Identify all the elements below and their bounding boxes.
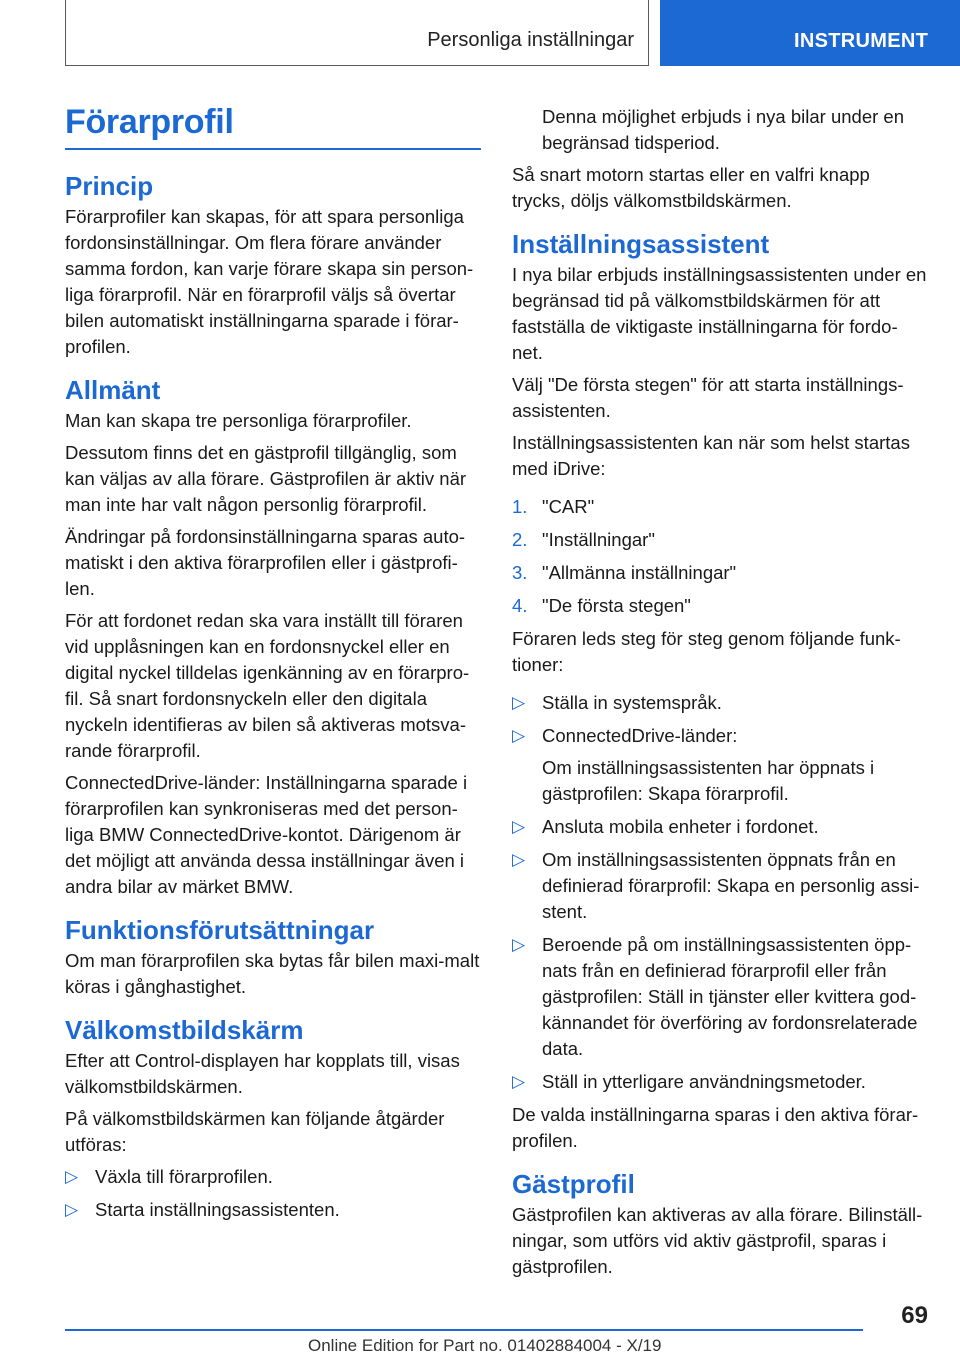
- triangle-bullet-icon: ▷: [512, 693, 526, 712]
- welcome-hide-text: Så snart motorn startas eller en valfri knapp trycks, döljs välkomstbildskärmen.: [512, 164, 870, 211]
- triangle-bullet-icon: ▷: [512, 1072, 526, 1091]
- assistant-paragraph: Inställningsassistenten kan när som helst startas med iDrive:: [512, 432, 910, 479]
- general-paragraph: ConnectedDrive-länder: Inställningarna sparade i förarprofilen kan synkroniseras med det person‐liga BMW ConnectedDrive-kontot. Därigenom är det möjligt att använda dessa inställningar även i andra bilar av märket BMW.: [65, 772, 468, 897]
- functions-list: [512, 690, 928, 1095]
- right-column: [512, 104, 928, 1294]
- section-requirements: [65, 914, 483, 1000]
- saved-text: De valda inställningarna sparas i den aktiva förar‐profilen.: [512, 1104, 919, 1151]
- page-number: 69: [901, 1302, 928, 1329]
- assistant-paragraph: I nya bilar erbjuds inställningsassistenten under en begränsad tid på välkomstbildskärmen för att fastställa de viktigaste inställningarna för fordo‐net.: [512, 264, 927, 363]
- section-principle: [65, 170, 483, 360]
- general-paragraph: Dessutom finns det en gästprofil tillgänglig, som kan väljas av alla förare. Gästprofilen är aktiv när man inte har valt någon personlig förarprofil.: [65, 442, 467, 515]
- list-item: ▷ Beroende på om inställningsassistenten öpp‐nats från en definierad förarprofil eller från gästprofilen: Ställ in tjänster eller kvittera god‐kännandet för överföring av fordonsrelaterade data.: [512, 934, 918, 1059]
- principle-text: Förarprofiler kan skapas, för att spara personliga fordonsinställningar. Om flera förare använder samma fordon, kan varje förare skapa sin person‐liga förarprofil. När en förarprofil väljs så övertar bilen automatiskt inställningarna sparade i förar‐profilen.: [65, 206, 474, 357]
- welcome-note: Denna möjlighet erbjuds i nya bilar under en begränsad tidsperiod.: [542, 106, 904, 153]
- section-general: [65, 374, 483, 900]
- list-item: ▷ Ställa in systemspråk.: [512, 690, 928, 716]
- section-guest: [512, 1168, 928, 1280]
- connected-sub-text: Om inställningsassistenten har öppnats i gästprofilen: Skapa förarprofil.: [542, 757, 875, 804]
- footer-rule: [65, 1329, 863, 1331]
- heading-requirements: Funktionsförutsättningar: [65, 915, 375, 945]
- heading-welcome: Välkomstbildskärm: [65, 1015, 304, 1045]
- idrive-steps-list: [512, 494, 928, 619]
- welcome-bullet-list: [65, 1164, 483, 1223]
- guide-intro: Föraren leds steg för steg genom följande funk‐tioner:: [512, 628, 901, 675]
- welcome-paragraph: Efter att Control-displayen har kopplats till, visas välkomstbildskärmen.: [65, 1050, 460, 1097]
- requirements-text: Om man förarprofilen ska bytas får bilen maxi‐malt köras i gånghastighet.: [65, 950, 480, 997]
- list-item: 2. "Inställningar": [512, 529, 655, 550]
- list-item: ▷ Om inställningsassistenten öppnats från en definierad förarprofil: Skapa en personlig assi‐stent.: [512, 849, 920, 922]
- left-column: [65, 100, 483, 1237]
- general-paragraph: Ändringar på fordonsinställningarna sparas auto‐matiskt i den aktiva förarprofilen eller i gästprofi‐len.: [65, 526, 466, 599]
- section-welcome: [65, 1014, 483, 1223]
- section-assistant: [512, 228, 928, 1154]
- heading-guest: Gästprofil: [512, 1169, 635, 1199]
- list-item: ▷ Starta inställningsassistenten.: [65, 1197, 483, 1223]
- triangle-bullet-icon: ▷: [512, 850, 526, 869]
- header-section-box: [65, 0, 649, 66]
- triangle-bullet-icon: ▷: [512, 726, 526, 745]
- list-item: ▷ Ställ in ytterligare användningsmetoder.: [512, 1069, 928, 1095]
- header-section-title: Personliga inställningar: [427, 29, 634, 51]
- list-item: ▷ Växla till förarprofilen.: [65, 1164, 483, 1190]
- assistant-paragraph: Välj "De första stegen" för att starta inställnings‐assistenten.: [512, 374, 904, 421]
- heading-principle: Princip: [65, 171, 154, 201]
- page-title: Förarprofil: [65, 103, 234, 141]
- footer-edition: Online Edition for Part no. 01402884004 - X/19: [308, 1336, 662, 1355]
- guest-text: Gästprofilen kan aktiveras av alla förare. Bilinställ‐ningar, som utförs vid aktiv gästprofil, sparas i gästprofilen.: [512, 1204, 923, 1277]
- triangle-bullet-icon: ▷: [65, 1200, 79, 1219]
- header-chapter-tab: [660, 0, 960, 66]
- list-item: 3. "Allmänna inställningar": [512, 562, 737, 583]
- header-chapter-label: INSTRUMENT: [794, 30, 929, 52]
- triangle-bullet-icon: ▷: [512, 935, 526, 954]
- list-item: ▷ ConnectedDrive-länder: Om inställningsassistenten har öppnats i gästprofilen: Skapa förarprofil.: [512, 723, 928, 807]
- list-item: 4. "De första stegen": [512, 595, 691, 616]
- general-paragraph: Man kan skapa tre personliga förarprofiler.: [65, 410, 412, 431]
- general-paragraph: För att fordonet redan ska vara inställt till föraren vid upplåsningen kan en fordonsnyckel eller en digital nyckel tilldelas igenkänning av en förarpro‐fil. Så snart fordonsnyckeln eller den digitala nyckeln identifieras av bilen så aktiveras motsva‐rande förarprofil.: [65, 610, 470, 761]
- welcome-paragraph: På välkomstbildskärmen kan följande åtgärder utföras:: [65, 1108, 445, 1155]
- title-rule: [65, 148, 481, 150]
- heading-assistant: Inställningsassistent: [512, 229, 770, 259]
- list-item: 1. "CAR": [512, 496, 595, 517]
- triangle-bullet-icon: ▷: [512, 817, 526, 836]
- triangle-bullet-icon: ▷: [65, 1167, 79, 1186]
- list-item: ▷ Ansluta mobila enheter i fordonet.: [512, 814, 928, 840]
- heading-general: Allmänt: [65, 375, 161, 405]
